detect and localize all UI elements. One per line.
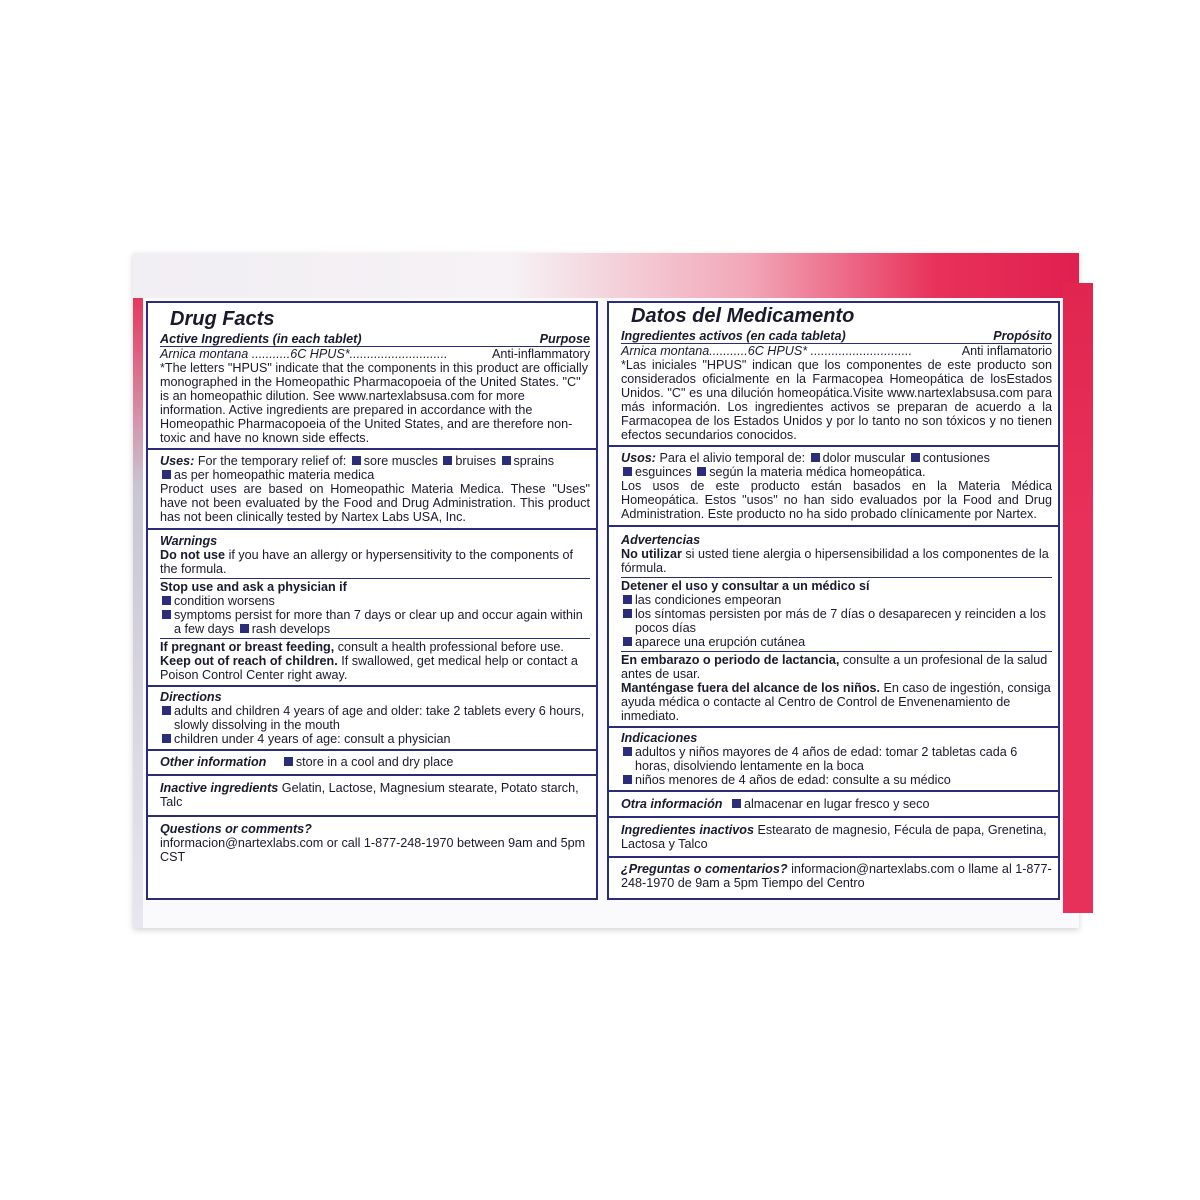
bullet-square-icon [162, 610, 171, 619]
bullet-square-icon [623, 595, 632, 604]
keep-text: If swallowed, get medical help or contact a Poison Control Center right away. [160, 654, 578, 682]
box-top-flap [133, 253, 1079, 298]
inactive-label: Inactive ingredients [160, 781, 279, 795]
bullet-square-icon [162, 734, 171, 743]
bullet-square-icon [732, 799, 741, 808]
list-item [621, 607, 1052, 635]
drug-facts-panel-es [607, 301, 1060, 900]
drug-facts-panel-en [146, 301, 598, 900]
divider [621, 577, 1052, 578]
stop-item: condition worsens [174, 594, 275, 608]
do-not-use-bold: Do not use [160, 548, 226, 562]
bullet-square-icon [911, 453, 920, 462]
list-item [621, 745, 1052, 773]
direction-item: niños menores de 4 años de edad: consulte a su médico [635, 773, 951, 787]
panel-title: Datos del Medicamento [631, 305, 855, 327]
stop-item: rash develops [251, 622, 331, 636]
ingredient-row [160, 347, 590, 361]
bullet-square-icon [623, 747, 632, 756]
uses-item: según la materia médica homeopática. [709, 465, 926, 479]
list-item [160, 608, 590, 636]
uses-item: dolor muscular [822, 451, 906, 465]
uses-item: as per homeopathic materia medica [174, 468, 375, 482]
active-header-row [621, 329, 1052, 344]
questions-label: Questions or comments? [160, 822, 312, 836]
questions-section [148, 817, 596, 867]
active-ingredients-header: Active Ingredients (in each tablet) [160, 332, 362, 346]
uses-intro: Para el alivio temporal de: [659, 451, 806, 465]
uses-label: Uses: [160, 454, 195, 468]
other-info-label: Otra información [621, 797, 723, 811]
bullet-square-icon [623, 467, 632, 476]
do-not-use [621, 547, 1052, 575]
title-section [148, 303, 596, 450]
direction-item: adultos y niños mayores de 4 años de edad: tomar 2 tabletas cada 6 horas, disolviendo lentamente en la boca [635, 745, 1018, 773]
inactive-section [609, 818, 1058, 858]
other-info-item: store in a cool and dry place [295, 755, 454, 769]
keep-text: En caso de ingestión, consiga ayuda médica o contacte al Centro de Control de Envenenamiento de inmediato. [621, 681, 1051, 723]
bullet-square-icon [162, 470, 171, 479]
keep-away-warning [160, 654, 590, 682]
bullet-square-icon [502, 456, 511, 465]
hpus-note: *The letters "HPUS" indicate that the components in this product are officially monographed in the Homeopathic Pharmacopoeia of the United States. "C" is an homeopathic dilution. See www.nartexlabsusa.com for more information. Active ingredients are prepared in accordance with the Homeopathic Pharmacopoeia of the United States, and are therefore non-toxic and have no known side effects. [160, 361, 589, 445]
stop-use-heading: Detener el uso y consultar a un médico sí [621, 579, 870, 593]
questions-text: informacion@nartexlabs.com o llame al 1-877-248-1970 de 9am a 5pm Tiempo del Centro [621, 862, 1052, 890]
active-ingredients-header: Ingredientes activos (en cada tableta) [621, 329, 846, 343]
other-info-item: almacenar en lugar fresco y seco [743, 797, 930, 811]
uses-item: sprains [513, 454, 555, 468]
keep-bold: Manténgase fuera del alcance de los niños. [621, 681, 880, 695]
directions-label: Directions [160, 690, 222, 704]
box-left-edge [133, 298, 143, 928]
directions-section [609, 728, 1058, 792]
warnings-label: Warnings [160, 534, 218, 548]
uses-item-line [621, 465, 1052, 479]
inactive-text: Estearato de magnesio, Fécula de papa, Grenetina, Lactosa y Talco [621, 823, 1047, 851]
uses-intro-line [160, 454, 590, 468]
do-not-use-text: if you have an allergy or hypersensitivity to the components of the formula. [160, 548, 573, 576]
directions-section [148, 687, 596, 751]
other-info-section [148, 751, 596, 776]
uses-item-line [160, 468, 590, 482]
pregnant-warning [621, 653, 1052, 681]
ingredient-purpose: Anti-inflammatory [492, 347, 590, 361]
divider [160, 638, 590, 639]
list-item [160, 732, 590, 746]
do-not-use [160, 548, 590, 576]
stop-item: symptoms persist for more than 7 days or clear up and occur again within a few days [174, 608, 583, 636]
panel-title: Drug Facts [170, 308, 275, 330]
uses-section [609, 447, 1058, 527]
direction-item: adults and children 4 years of age and older: take 2 tablets every 6 hours, slowly dissolving in the mouth [174, 704, 585, 732]
ingredient-row [621, 344, 1052, 358]
direction-item: children under 4 years of age: consult a physician [174, 732, 451, 746]
purpose-header: Purpose [539, 332, 590, 346]
do-not-use-bold: No utilizar [621, 547, 682, 561]
purpose-header: Propósito [993, 329, 1052, 343]
pregnant-bold: If pregnant or breast feeding, [160, 640, 335, 654]
title-section [609, 303, 1058, 447]
stop-item: las condiciones empeoran [635, 593, 782, 607]
inactive-text: Gelatin, Lactose, Magnesium stearate, Potato starch, Talc [160, 781, 579, 809]
divider [621, 651, 1052, 652]
do-not-use-text: si usted tiene alergia o hipersensibilidad a los componentes de la fórmula. [621, 547, 1049, 575]
keep-bold: Keep out of reach of children. [160, 654, 338, 668]
uses-item: contusiones [922, 451, 990, 465]
pregnant-text: consulte a un profesional de la salud antes de usar. [621, 653, 1048, 681]
warnings-section [609, 527, 1058, 728]
ingredient-line: Arnica montana ...........6C HPUS*............................ [160, 347, 448, 361]
bullet-square-icon [162, 706, 171, 715]
uses-text: Los usos de este producto están basados en la Materia Médica Homeopática. Estos "usos" no han sido evaluados por la Food and Drug Administration. Este producto no ha sido probado clínicamente por Nartex. [621, 479, 1052, 521]
directions-label: Indicaciones [621, 731, 698, 745]
list-item [160, 704, 590, 732]
product-box [133, 253, 1079, 928]
box-right-edge [1063, 283, 1093, 913]
questions-section [609, 858, 1058, 893]
uses-intro-line [621, 451, 1052, 465]
questions-label: ¿Preguntas o comentarios? [621, 862, 788, 876]
bullet-square-icon [623, 775, 632, 784]
stop-item: los síntomas persisten por más de 7 días o desaparecen y reinciden a los pocos días [635, 607, 1046, 635]
pregnant-bold: En embarazo o periodo de lactancia, [621, 653, 840, 667]
uses-intro: For the temporary relief of: [197, 454, 347, 468]
keep-away-warning [621, 681, 1052, 723]
list-item [621, 773, 1052, 787]
ingredient-line: Arnica montana...........6C HPUS* ............................. [621, 344, 913, 358]
bullet-square-icon [697, 467, 706, 476]
other-info-label: Other information [160, 755, 267, 769]
list-item [160, 594, 590, 608]
list-item [621, 635, 1052, 649]
list-item [621, 593, 1052, 607]
bullet-square-icon [811, 453, 820, 462]
questions-text: informacion@nartexlabs.com or call 1-877-248-1970 between 9am and 5pm CST [160, 836, 586, 864]
warnings-section [148, 530, 596, 687]
hpus-note: *Las iniciales "HPUS" indican que los componentes de este producto son considerados oficialmente en la Farmacopea Homeopática de losEstados Unidos. "C" es una dilución homeopática.Visite www.nartexlabsusa.com para más información. Los ingredientes activos se preparan de acuerdo a la Farmacopea de los Estados Unidos y por lo tanto no son tóxicos y no tienen efectos secundarios conocidos. [621, 358, 1052, 442]
inactive-section [148, 776, 596, 817]
bullet-square-icon [443, 456, 452, 465]
uses-item: sore muscles [363, 454, 438, 468]
warnings-label: Advertencias [621, 533, 701, 547]
uses-label: Usos: [621, 451, 656, 465]
bullet-square-icon [623, 609, 632, 618]
bullet-square-icon [284, 757, 293, 766]
uses-item: esguinces [635, 465, 692, 479]
ingredient-purpose: Anti inflamatorio [961, 344, 1052, 358]
divider [160, 578, 590, 579]
inactive-label: Ingredientes inactivos [621, 823, 754, 837]
pregnant-text: consult a health professional before use. [337, 640, 564, 654]
bullet-square-icon [352, 456, 361, 465]
pregnant-warning [160, 640, 590, 654]
stop-item: aparece una erupción cutánea [635, 635, 806, 649]
active-header-row [160, 332, 590, 347]
bullet-square-icon [240, 624, 249, 633]
other-info-section [609, 792, 1058, 818]
bullet-square-icon [162, 596, 171, 605]
uses-section [148, 450, 596, 530]
bullet-square-icon [623, 637, 632, 646]
uses-item: bruises [455, 454, 496, 468]
uses-text: Product uses are based on Homeopathic Materia Medica. These "Uses" have not been evaluated by the Food and Drug Administration. This product has not been clinically tested by Nartex Labs USA, Inc. [160, 482, 590, 524]
stop-use-heading: Stop use and ask a physician if [160, 580, 347, 594]
